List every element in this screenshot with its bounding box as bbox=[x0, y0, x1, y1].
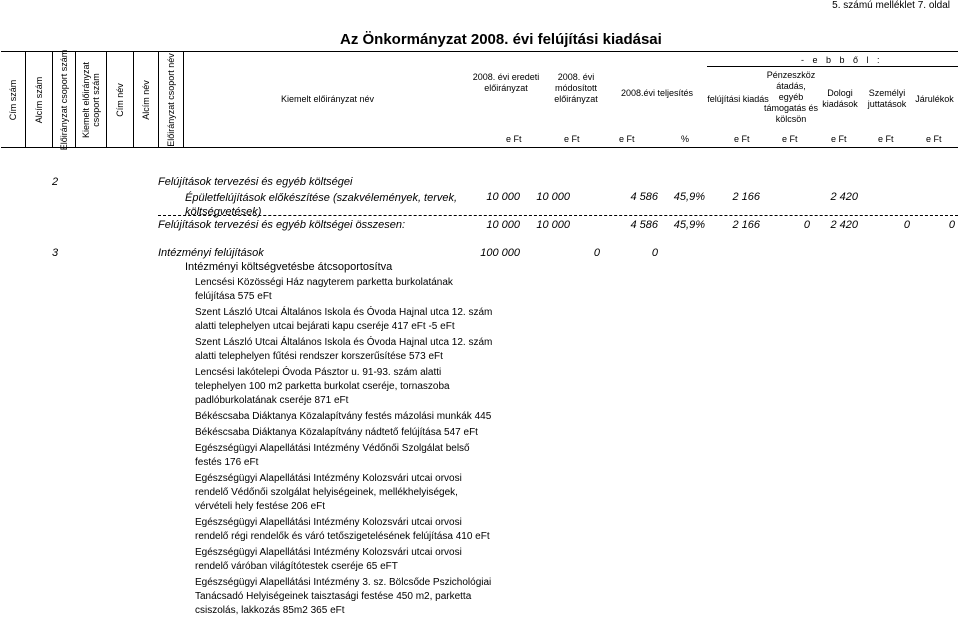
table-header bbox=[1, 51, 958, 148]
section3-teljesites: 0 bbox=[651, 247, 658, 259]
section2-item-teljesites: 4 586 bbox=[630, 191, 658, 203]
ebbol-label: - e b b ő l : bbox=[801, 55, 883, 65]
list-item: Lencsési lakótelepi Óvoda Pásztor u. 91-93. szám alatti bbox=[195, 367, 442, 378]
list-item: vérvételi hely festése 206 eFt bbox=[195, 501, 326, 512]
list-item: rendelő váróban világítótestek cseréje 65 eFT bbox=[195, 561, 398, 572]
section2-total-eredeti: 10 000 bbox=[486, 219, 520, 231]
unit-percent: % bbox=[681, 134, 690, 144]
col-teljesites: 2008.évi teljesítés bbox=[621, 88, 694, 98]
ebbol-rule bbox=[707, 66, 958, 67]
list-item: Szent László Utcai Általános Iskola és Óvoda Hajnal utca 12. szám bbox=[195, 337, 493, 348]
list-item: Egészségügyi Alapellátási Intézmény Kolozsvári utcai orvosi bbox=[195, 473, 462, 484]
list-item: padlóburkolatának cseréje 871 eFt bbox=[195, 395, 349, 406]
list-item: csiszolás, lakkozás 85m2 365 eFt bbox=[195, 605, 345, 616]
col-felujitasi: felújítási kiadás bbox=[707, 94, 769, 104]
col-eloiranyzat-csoport-szam: Előirányzat csoport szám bbox=[53, 52, 76, 147]
section2-total-dologi: 2 420 bbox=[830, 219, 858, 231]
col-kiemelt-eloiranyzat-csoport-szam: Kiemelt előirányzat csoport szám bbox=[76, 52, 107, 147]
section3-subtitle: Intézményi költségvetésbe átcsoportosítva bbox=[185, 261, 393, 273]
section2-item-felujitasi: 2 166 bbox=[732, 191, 760, 203]
list-item: Lencsési Közösségi Ház nagyterem parketta burkolatának bbox=[195, 277, 453, 288]
col-modositott: 2008. évi módosított előirányzat bbox=[554, 72, 598, 104]
list-item: Egészségügyi Alapellátási Intézmény 3. sz. Bölcsőde Pszichológiai bbox=[195, 577, 492, 588]
section3-eredeti: 100 000 bbox=[480, 247, 520, 259]
col-eredeti: 2008. évi eredeti előirányzat bbox=[472, 72, 540, 93]
unit-dologi: e Ft bbox=[831, 134, 847, 144]
list-item: alatti telephelyen utcai bejárati kapu cseréje 417 eFt -5 eFt bbox=[195, 321, 455, 332]
section3-number: 3 bbox=[52, 247, 59, 259]
section2-total-modositott: 10 000 bbox=[536, 219, 570, 231]
section2-item-dologi: 2 420 bbox=[830, 191, 858, 203]
annex-page-note: 5. számú melléklet 7. oldal bbox=[832, 0, 950, 11]
unit-felujitasi: e Ft bbox=[734, 134, 750, 144]
unit-jarulekok: e Ft bbox=[926, 134, 942, 144]
section2-total-jarulekok: 0 bbox=[948, 219, 955, 231]
list-item: festés 176 eFt bbox=[195, 457, 259, 468]
section2-total-label: Felújítások tervezési és egyéb költségei összesen: bbox=[158, 219, 406, 231]
list-item: Békéscsaba Diáktanya Közalapítvány nádtető felújítása 547 eFt bbox=[195, 427, 478, 438]
section2-item-modositott: 10 000 bbox=[536, 191, 570, 203]
list-item: Békéscsaba Diáktanya Közalapítvány festés mázolási munkák 445 bbox=[195, 411, 492, 422]
section2-title: Felújítások tervezési és egyéb költségei bbox=[158, 176, 353, 188]
list-item: alatti telephelyen fűtési rendszer korszerűsítése 573 eFt bbox=[195, 351, 443, 362]
col-cim-szam: Cím szám bbox=[1, 52, 26, 147]
list-item: rendelő Védőnői szolgálat helyiségeinek, mellékhelyiségek, bbox=[195, 487, 458, 498]
unit-szemelyi: e Ft bbox=[878, 134, 894, 144]
page-title: Az Önkormányzat 2008. évi felújítási kiadásai bbox=[340, 31, 662, 48]
col-alcim-szam: Alcím szám bbox=[26, 52, 53, 147]
unit-penzeszkoz: e Ft bbox=[782, 134, 798, 144]
list-item: Szent László Utcai Általános Iskola és Óvoda Hajnal utca 12. szám bbox=[195, 307, 493, 318]
col-jarulekok: Járulékok bbox=[915, 94, 954, 104]
unit-modositott: e Ft bbox=[564, 134, 580, 144]
col-penzeszkoz: Pénzeszköz átadás, egyéb támogatás és kölcsön bbox=[763, 70, 819, 124]
section2-total-teljesites: 4 586 bbox=[630, 219, 658, 231]
section2-item-percent: 45,9% bbox=[673, 191, 705, 203]
list-item: felújítása 575 eFt bbox=[195, 291, 272, 302]
list-item: Egészségügyi Alapellátási Intézmény Kolozsvári utcai orvosi bbox=[195, 517, 462, 528]
section2-total-penzeszkoz: 0 bbox=[803, 219, 810, 231]
list-item: rendelő régi rendelők és váró tetőszigetelésének felújítása 410 eFt bbox=[195, 531, 490, 542]
col-szemelyi: Személyi juttatások bbox=[867, 88, 907, 109]
col-alcim-nev: Alcím név bbox=[134, 52, 159, 147]
section2-total-percent: 45,9% bbox=[673, 219, 705, 231]
section2-total-felujitasi: 2 166 bbox=[732, 219, 760, 231]
section2-number: 2 bbox=[52, 176, 59, 188]
list-item: Egészségügyi Alapellátási Intézmény Kolozsvári utcai orvosi bbox=[195, 547, 462, 558]
col-cim-nev: Cím név bbox=[107, 52, 134, 147]
col-dologi: Dologi kiadások bbox=[822, 88, 858, 109]
list-item: telephelyen 100 m2 parketta burkolat cseréje, tornaszoba bbox=[195, 381, 450, 392]
section2-item-label: Épületfelújítások előkészítése (szakvélemények, tervek, költségvetések) bbox=[185, 192, 458, 218]
unit-eredeti: e Ft bbox=[506, 134, 522, 144]
section2-total-szemelyi: 0 bbox=[903, 219, 910, 231]
section3-title: Intézményi felújítások bbox=[158, 247, 264, 259]
col-kiemelt-nev: Kiemelt előirányzat név bbox=[281, 94, 375, 104]
section3-items bbox=[195, 276, 492, 618]
unit-teljesites: e Ft bbox=[619, 134, 635, 144]
section3-modositott: 0 bbox=[593, 247, 600, 259]
list-item: Egészségügyi Alapellátási Intézmény Védőnői Szolgálat belső bbox=[195, 443, 470, 454]
col-eloiranyzat-csoport-nev: Előirányzat csoport név bbox=[159, 52, 184, 147]
list-item: Tanácsadó Helyiségeinek taisztasági festése 450 m2, parketta bbox=[195, 591, 472, 602]
divider bbox=[158, 215, 958, 216]
section2-item-eredeti: 10 000 bbox=[486, 191, 520, 203]
